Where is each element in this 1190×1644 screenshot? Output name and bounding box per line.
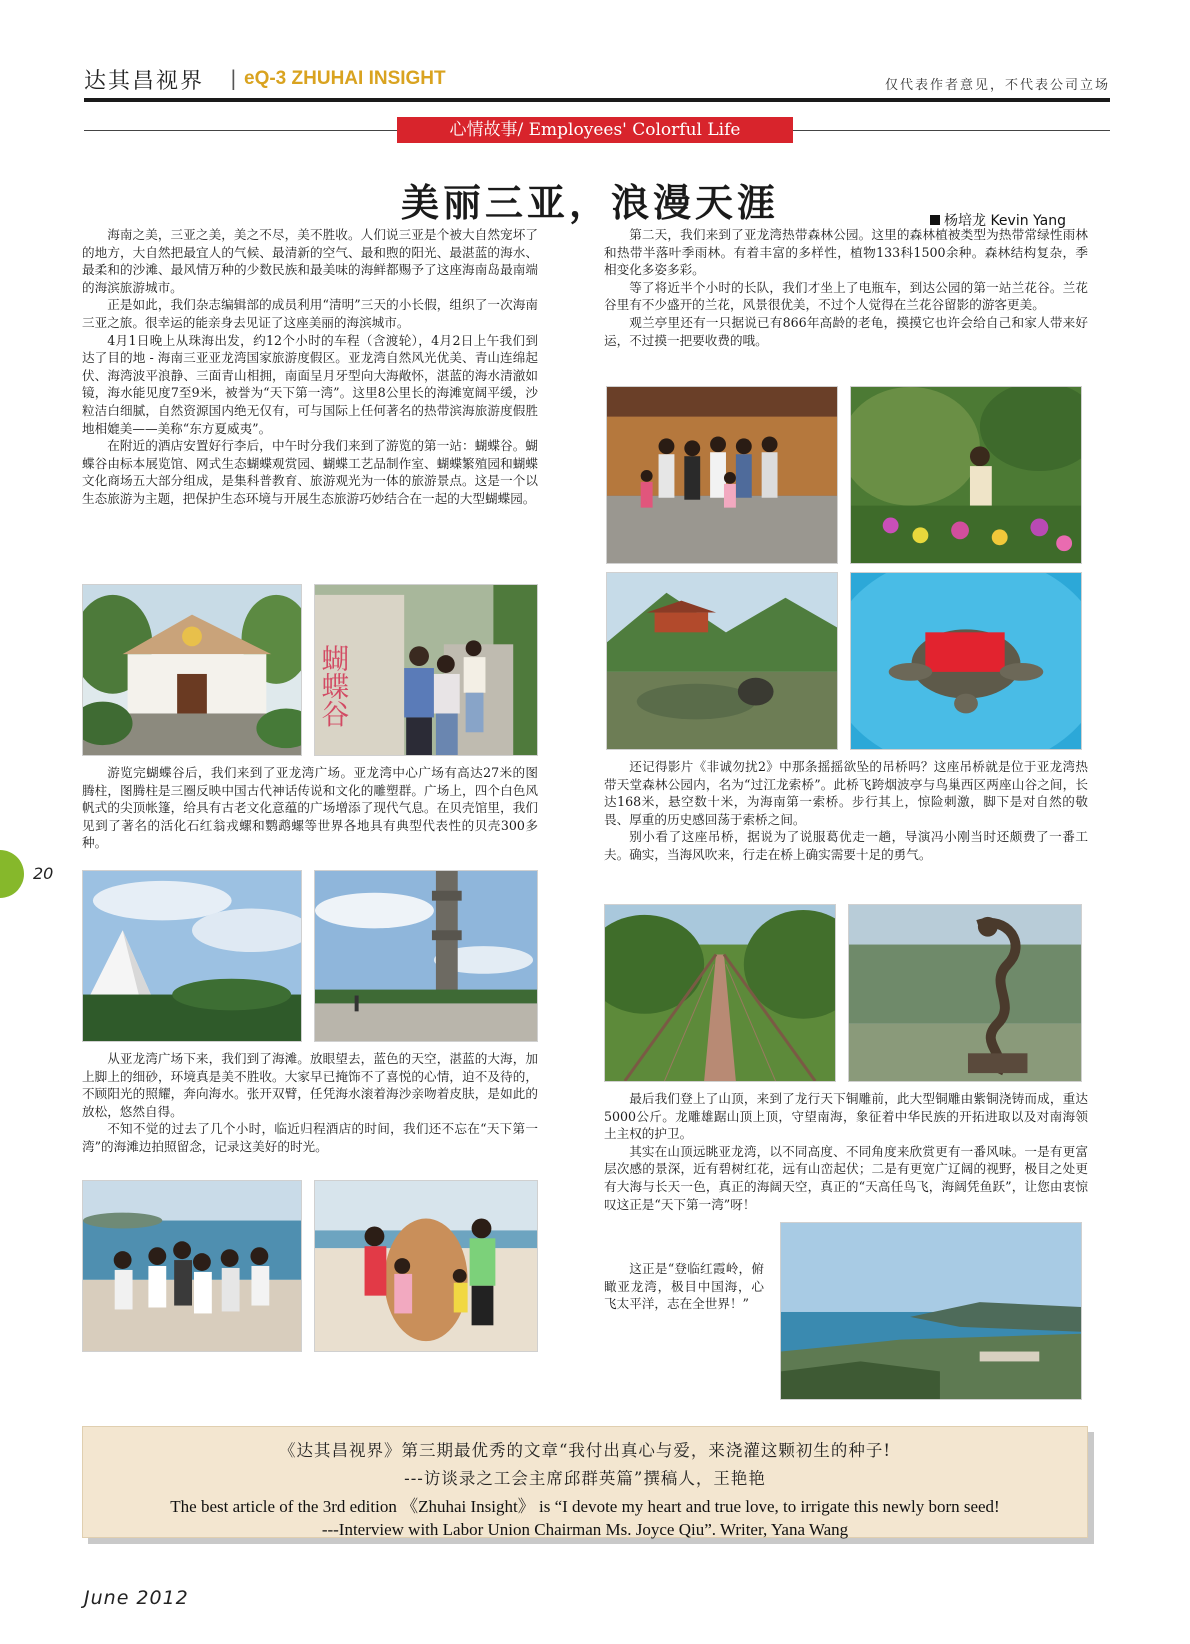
left-text-block-2 [82, 764, 538, 852]
paragraph: 在附近的酒店安置好行李后，中午时分我们来到了游览的第一站：蝴蝶谷。蝴蝶谷由标本展览馆、网式生态蝴蝶观赏园、蝴蝶工艺品制作室、蝴蝶繁殖园和蝴蝶文化商场五大部分组成，是集科普教育、旅游观光为一体的旅游景点。这是一个以生态旅游为主题，把保护生态环境与开展生态旅游巧妙结合在一起的大型蝴蝶园。 [82, 438, 538, 506]
paragraph: 等了将近半个小时的长队，我们才坐上了电瓶车，到达公园的第一站兰花谷。兰花谷里有不少盛开的兰花，风景很优美，不过个人觉得在兰花谷留影的游客更美。 [604, 279, 1088, 313]
paragraph: 从亚龙湾广场下来，我们到了海滩。放眼望去，蓝色的天空，湛蓝的大海，加上脚上的细砂，环境真是美不胜收。大家早已掩饰不了喜悦的心情，迫不及待的，不顾阳光的照耀，奔向海水。张开双臂，任凭海水滚着海沙亲吻着皮肤，是如此的放松，悠然自得。 [82, 1051, 538, 1119]
section-tag: 心情故事/ Employees' Colorful Life [397, 117, 793, 143]
photo-bronze-dragon [848, 904, 1082, 1082]
photo-pavilion-pond [606, 572, 838, 750]
paragraph: 别小看了这座吊桥，据说为了说服葛优走一趟，导演冯小刚当时还颇费了一番工夫。确实，当海风吹来，行走在桥上确实需要十足的勇气。 [604, 829, 1088, 862]
photo-butterfly-valley-rock [314, 584, 538, 756]
photo-beach-group [82, 1180, 302, 1352]
paragraph: 不知不觉的过去了几个小时，临近归程酒店的时间，我们还不忘在“天下第一湾”的海滩边拍照留念，记录这美好的时光。 [82, 1121, 538, 1154]
right-text-block-2 [604, 758, 1088, 864]
paragraph: 最后我们登上了山顶，来到了龙行天下铜雕前，此大型铜雕由紫铜浇铸而成，重达5000公斤。龙雕雄踞山顶上顶，守望南海，象征着中华民族的开拓进取以及对南海领土主权的护卫。 [604, 1091, 1088, 1142]
left-text-block-3 [82, 1050, 538, 1156]
photo-butterfly-valley-building [82, 584, 302, 756]
page-number-tab [0, 850, 24, 898]
header-separator: | [230, 66, 237, 90]
right-text-block-4 [604, 1260, 764, 1313]
author-name: 杨培龙 Kevin Yang [944, 213, 1067, 229]
note-line-en-1: The best article of the 3rd edition 《Zhuhai Insight》 is “I devote my heart and true love, to irrigate this newly born seed! [170, 1497, 1000, 1516]
header-rule [84, 98, 1110, 102]
paragraph: 这正是“登临红霞岭，俯瞰亚龙湾，极目中国海，心飞太平洋，志在全世界！” [604, 1261, 764, 1312]
paragraph: 第二天，我们来到了亚龙湾热带森林公园。这里的森林植被类型为热带常绿性雨林和热带半落叶季雨林。有着丰富的多样性，植物133科1500余种。森林结构复杂，季相变化多姿多彩。 [604, 227, 1088, 278]
author-bullet-icon [930, 215, 940, 225]
right-text-block-3 [604, 1090, 1088, 1213]
note-line-cn-1: 《达其昌视界》第三期最优秀的文章“我付出真心与爱，来浇灌这颗初生的种子! [278, 1441, 892, 1460]
paragraph: 还记得影片《非诚勿扰2》中那条摇摇欲坠的吊桥吗？这座吊桥就是位于亚龙湾热带天堂森林公园内，名为“过江龙索桥”。此桥飞跨烟波亭与鸟巢西区两座山谷之间，长达168米，悬空数十米，为海南第一索桥。步行其上，惊险刺激，脚下是对自然的敬畏、厚重的历史感回荡于索桥之间。 [604, 759, 1088, 827]
photo-yalong-bay-view [780, 1222, 1082, 1400]
page-header [84, 62, 1110, 102]
note-line-en-2: ---Interview with Labor Union Chairman Ms. Joyce Qiu”. Writer, Yana Wang [321, 1520, 849, 1539]
magazine-title-en: eQ-3 ZHUHAI INSIGHT [244, 68, 446, 89]
paragraph: 观兰亭里还有一只据说已有866年高龄的老龟，摸摸它也许会给自己和家人带来好运，不过摸一把要收费的哦。 [604, 314, 1088, 348]
right-text-block-1 [604, 226, 1088, 349]
note-line-cn-2: ---访谈录之工会主席邱群英篇”撰稿人，王艳艳 [404, 1469, 766, 1488]
article-title: 美丽三亚，浪漫天涯 [400, 180, 779, 225]
photo-beach-family-rock [314, 1180, 538, 1352]
photo-suspension-bridge [604, 904, 836, 1082]
footer-date: June 2012 [84, 1587, 189, 1609]
page-number: 20 [33, 864, 54, 883]
paragraph: 4月1日晚上从珠海出发，约12个小时的车程（含渡轮），4月2日上午我们到达了目的地 - 海南三亚亚龙湾国家旅游度假区。亚龙湾自然风光优美、青山连绵起伏、海湾波平浪静、三面青山相拥，南面呈月牙型向大海敞怀，湛蓝的海水清澈如镜，海水能见度7至9米，被誉为“天下第一湾”。这里8公里长的海滩宽阔平缓，沙粒洁白细腻，自然资源国内绝无仅有，可与国际上任何著名的热带滨海旅游度假胜地相媲美——美称“东方夏威夷”。 [82, 332, 538, 436]
paragraph: 海南之美，三亚之美，美之不尽，美不胜收。人们说三亚是个被大自然宠坏了的地方，大自然把最宜人的气候、最清新的空气、最和煦的阳光、最湛蓝的海水、最柔和的沙滩、最风情万种的少数民族和最美味的海鲜都赐予了这座海南岛最南端的海滨旅游城市。 [82, 227, 538, 295]
disclaimer: 仅代表作者意见，不代表公司立场 [884, 78, 1110, 93]
magazine-title-cn: 达其昌视界 [84, 69, 205, 94]
photo-plaza-tents [82, 870, 302, 1042]
rock-carving-text: 蝴蝶谷 [316, 644, 350, 728]
photo-plaza-totem [314, 870, 538, 1042]
photo-forest-park-group [606, 386, 838, 564]
paragraph: 正是如此，我们杂志编辑部的成员利用“清明”三天的小长假，组织了一次海南三亚之旅。很幸运的能亲身去见证了这座美丽的海滨城市。 [82, 297, 538, 330]
photo-orchid-valley [850, 386, 1082, 564]
photo-old-turtle [850, 572, 1082, 750]
paragraph: 其实在山顶远眺亚龙湾，以不同高度、不同角度来欣赏更有一番风味。一是有更富层次感的景深，近有碧树红花，远有山峦起伏；二是有更宽广辽阔的视野，极目之处更有大海与长天一色，真正的海阔天空，真正的“天高任鸟飞，海阔凭鱼跃”，让您由衷惊叹这正是“天下第一湾”呀！ [604, 1143, 1088, 1212]
left-text-block-1 [82, 226, 538, 508]
paragraph: 游览完蝴蝶谷后，我们来到了亚龙湾广场。亚龙湾中心广场有高达27米的图腾柱，图腾柱是三圈反映中国古代神话传说和文化的雕塑群。广场上，四个白色风帆式的尖顶帐篷，给具有古老文化意蕴的广场增添了现代气息。在贝壳馆里，我们见到了著名的活化石红翁戎螺和鹦鹉螺等世界各地具有典型代表性的贝壳300多种。 [82, 765, 538, 851]
best-article-note [82, 1426, 1088, 1538]
